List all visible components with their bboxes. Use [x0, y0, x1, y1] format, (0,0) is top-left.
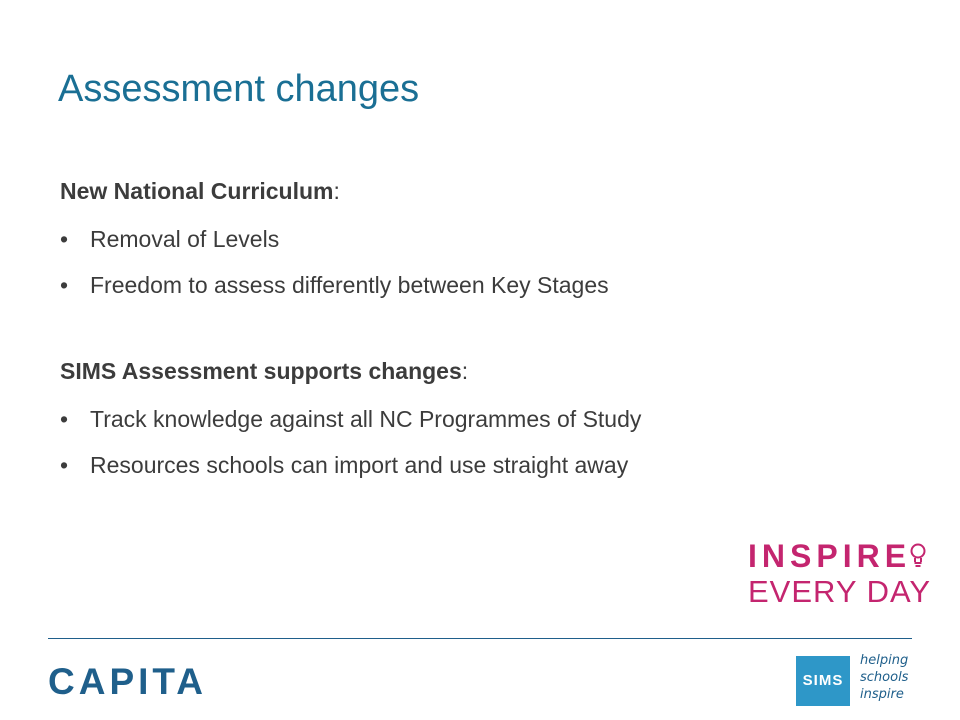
bullet-item [60, 216, 920, 262]
capita-logo: CAPITA [48, 661, 207, 702]
section-spacer [60, 308, 920, 350]
section-heading-sims [60, 350, 920, 392]
bullet-item [60, 396, 920, 442]
section-heading-curriculum [60, 170, 920, 212]
tagline-line: helping [860, 653, 909, 668]
bullet-mark: • [60, 406, 69, 432]
section-heading-sims-text: SIMS Assessment supports changes [60, 358, 462, 384]
inspire-word: INSPIRE [748, 538, 912, 574]
bullet-text: Freedom to assess differently between Key Stages [90, 272, 609, 298]
bullet-text: Resources schools can import and use straight away [90, 452, 629, 478]
bullet-list-curriculum [60, 216, 920, 308]
inspire-every-day-logo [748, 538, 931, 610]
bullet-mark: • [60, 452, 69, 478]
bullet-list-sims [60, 396, 920, 488]
bullet-text: Removal of Levels [90, 226, 280, 252]
slide-content [60, 170, 920, 488]
bullet-item [60, 262, 920, 308]
tagline-line: inspire [860, 687, 904, 702]
footer-divider [48, 638, 912, 639]
tagline-line: schools [860, 670, 909, 685]
bullet-item [60, 442, 920, 488]
section-heading-curriculum-colon: : [333, 178, 340, 204]
section-heading-curriculum-text: New National Curriculum [60, 178, 334, 204]
bullet-mark: • [60, 272, 69, 298]
inspire-logo-line1 [748, 538, 931, 574]
sims-logo: SIMS [796, 656, 850, 706]
bullet-text: Track knowledge against all NC Programmes of Study [90, 406, 642, 432]
sims-tagline [860, 652, 908, 703]
lightbulb-icon [909, 543, 927, 569]
section-heading-sims-colon: : [461, 358, 469, 384]
slide-title: Assessment changes [58, 68, 420, 110]
bullet-mark: • [60, 226, 69, 252]
inspire-logo-line2: EVERY DAY [748, 574, 932, 609]
